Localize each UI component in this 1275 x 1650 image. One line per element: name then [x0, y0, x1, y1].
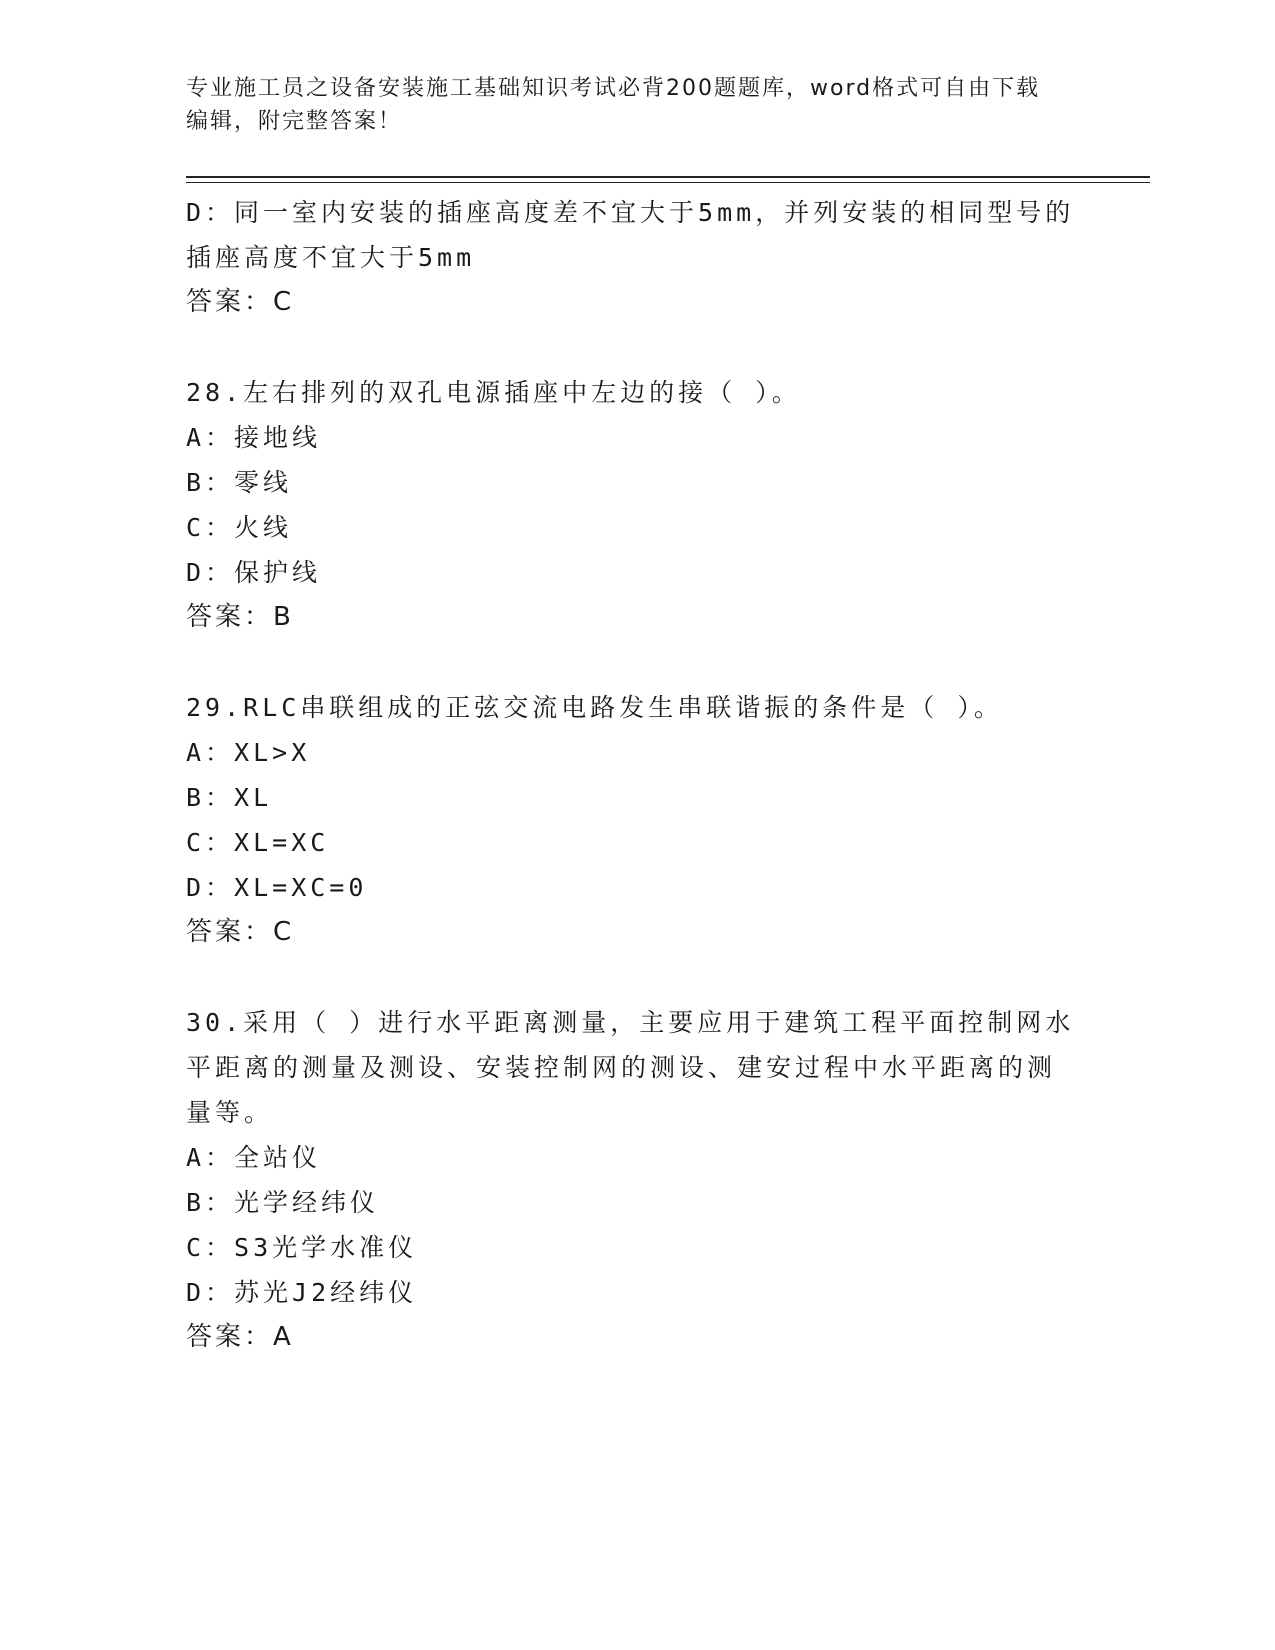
- question-28: [186, 370, 1066, 640]
- option-c: C：S3光学水准仪: [186, 1233, 418, 1262]
- previous-question-tail: [186, 190, 1075, 325]
- question-stem: 28.左右排列的双孔电源插座中左边的接（ ）。: [186, 378, 801, 407]
- option-d: D：苏光J2经纬仪: [186, 1278, 418, 1307]
- option-d: D：XL=XC=0: [186, 873, 368, 902]
- option-a: A：接地线: [186, 423, 322, 452]
- header-rule-thick: [186, 176, 1150, 178]
- option-b: B：光学经纬仪: [186, 1188, 380, 1217]
- document-header: [186, 72, 1066, 138]
- option-a: A：全站仪: [186, 1143, 322, 1172]
- option-a: A：XL>X: [186, 738, 311, 767]
- option-b: B：零线: [186, 468, 293, 497]
- option-c: C：火线: [186, 513, 293, 542]
- question-stem-continued: 平距离的测量及测设、安装控制网的测设、建安过程中水平距离的测: [186, 1053, 1057, 1082]
- question-stem: 30.采用（ ）进行水平距离测量，主要应用于建筑工程平面控制网水: [186, 1008, 1075, 1037]
- question-30: [186, 1000, 1075, 1360]
- option-b: B：XL: [186, 783, 273, 812]
- question-stem-continued: 量等。: [186, 1098, 274, 1127]
- question-29: [186, 685, 1066, 955]
- answer-line: 答案：C: [186, 287, 295, 317]
- header-rule-thin: [186, 182, 1150, 183]
- option-c: C：XL=XC: [186, 828, 330, 857]
- spacer: [186, 640, 1066, 685]
- header-line-2: 编辑，附完整答案！: [186, 109, 403, 134]
- spacer: [186, 955, 1066, 1000]
- option-d: D：保护线: [186, 558, 322, 587]
- question-stem: 29.RLC串联组成的正弦交流电路发生串联谐振的条件是（ ）。: [186, 693, 1003, 722]
- answer-line: 答案：B: [186, 602, 294, 632]
- option-d: D：同一室内安装的插座高度差不宜大于5mm，并列安装的相同型号的: [186, 198, 1075, 227]
- answer-line: 答案：A: [186, 1322, 294, 1352]
- spacer: [186, 325, 1066, 370]
- option-d-continued: 插座高度不宜大于5mm: [186, 243, 476, 272]
- answer-line: 答案：C: [186, 917, 295, 947]
- header-line-1: 专业施工员之设备安装施工基础知识考试必背200题题库，word格式可自由下载: [186, 76, 1041, 101]
- question-content: [186, 190, 1075, 1360]
